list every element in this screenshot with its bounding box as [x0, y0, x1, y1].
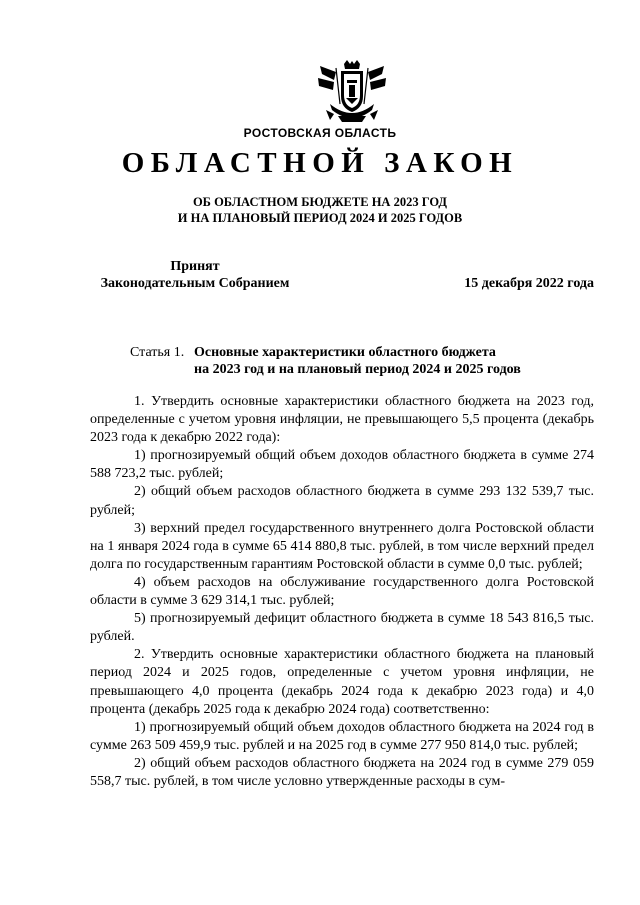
paragraph: 1) прогнозируемый общий объем доходов областного бюджета на 2024 год в сумме 263 509 459,9 тыс. рублей и на 2025 год в сумме 277 950 814,0 тыс. рублей; — [90, 719, 594, 753]
article-body — [90, 393, 594, 791]
adoption-label-line: Принят — [170, 259, 220, 274]
article-heading — [130, 344, 610, 378]
adoption-label — [90, 258, 300, 292]
paragraph: 2) общий объем расходов областного бюджета в сумме 293 132 539,7 тыс. рублей; — [90, 484, 594, 518]
law-subtitle-line: ОБ ОБЛАСТНОМ БЮДЖЕТЕ НА 2023 ГОД — [192, 195, 448, 209]
article-number: Статья 1. — [130, 345, 185, 360]
paragraph: 1) прогнозируемый общий объем доходов областного бюджета в сумме 274 588 723,2 тыс. рублей; — [90, 448, 594, 482]
article-title: на 2023 год и на плановый период 2024 и 2025 годов — [194, 362, 521, 377]
paragraph: 1. Утвердить основные характеристики областного бюджета на 2023 год, определенные с учетом уровня инфляции, не превышающего 5,5 процента (декабрь 2023 года к декабрю 2022 года): — [90, 394, 594, 446]
paragraph: 2. Утвердить основные характеристики областного бюджета на плановый период 2024 и 2025 годов, определенные с учетом уровня инфляции, не превышающего 4,0 процента (декабрь 2024 года к декабрю 2023 года) и 4,0 процента (декабрь 2025 года к декабрю 2024 года) соответственно: — [90, 647, 594, 717]
law-type-title: ОБЛАСТНОЙ ЗАКОН — [121, 147, 519, 179]
coat-of-arms-icon — [316, 60, 388, 128]
law-subtitle — [0, 194, 640, 226]
article-title: Основные характеристики областного бюджета — [194, 345, 496, 360]
region-name: РОСТОВСКАЯ ОБЛАСТЬ — [243, 126, 397, 140]
paragraph: 2) общий объем расходов областного бюджета на 2024 год в сумме 279 059 558,7 тыс. рублей, в том числе условно утвержденные расходы в сум- — [90, 755, 594, 789]
paragraph: 5) прогнозируемый дефицит областного бюджета в сумме 18 543 816,5 тыс. рублей. — [90, 611, 594, 645]
law-subtitle-line: И НА ПЛАНОВЫЙ ПЕРИОД 2024 И 2025 ГОДОВ — [177, 211, 463, 225]
paragraph: 3) верхний предел государственного внутреннего долга Ростовской области на 1 января 2024 года в сумме 65 414 880,8 тыс. рублей, в том числе верхний предел долга по государственным гарантиям Ростовской области в сумме 0,0 тыс. рублей; — [90, 520, 594, 572]
adoption-date: 15 декабря 2022 года — [464, 276, 594, 291]
adoption-label-line: Законодательным Собранием — [100, 276, 290, 291]
paragraph: 4) объем расходов на обслуживание государственного долга Ростовской области в сумме 3 629 314,1 тыс. рублей; — [90, 574, 594, 609]
